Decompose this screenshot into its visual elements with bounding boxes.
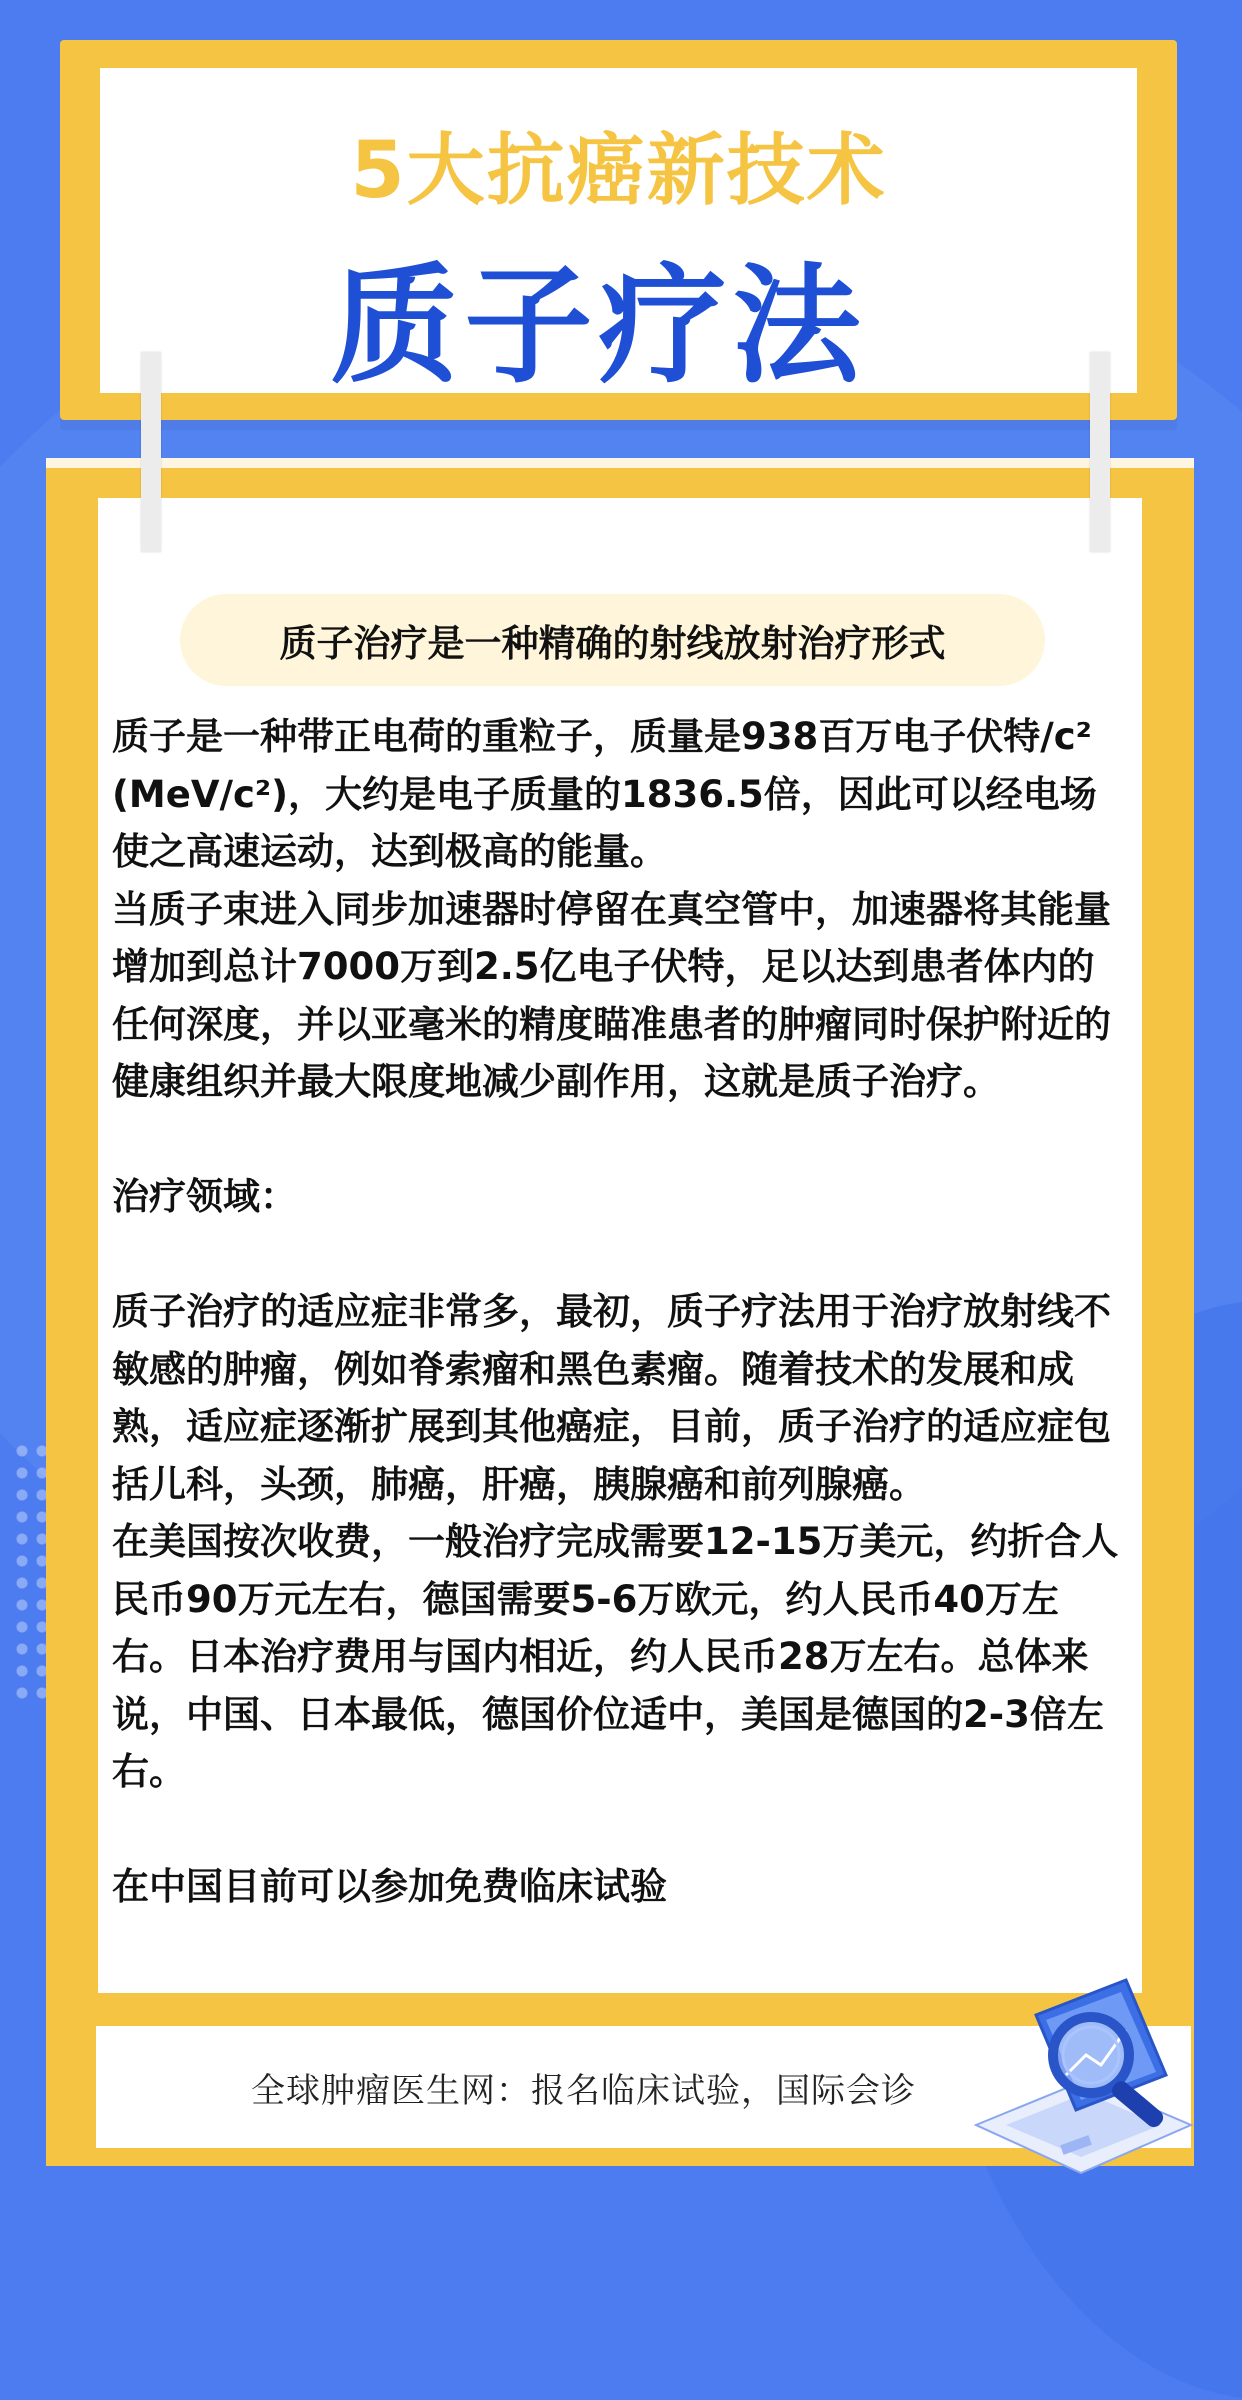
right-clip — [1090, 352, 1110, 552]
series-title: 5大抗癌新技术 — [350, 126, 887, 216]
subtitle-pill: 质子治疗是一种精确的射线放射治疗形式 — [180, 594, 1045, 686]
main-title: 质子疗法 — [330, 252, 867, 401]
laptop-magnifier-icon — [966, 1975, 1201, 2175]
content-card — [46, 458, 1194, 2166]
content-card-inner — [98, 498, 1142, 1993]
title-card — [60, 40, 1177, 420]
title-card-inner — [100, 68, 1137, 401]
left-clip — [141, 352, 161, 552]
footer-text: 全球肿瘤医生网：报名临床试验，国际会诊 — [251, 2070, 916, 2111]
article-body: 质子是一种带正电荷的重粒子，质量是938百万电子伏特/c²(MeV/c²)，大约是电子质量的1836.5倍，因此可以经电场使之高速运动，达到极高的能量。 当质子束进入同步加速器时停留在真空管中，加速器将其能量增加到总计7000万到2.5亿电子伏特，足以达到患者体内的任何深度，并以亚毫米的精度瞄准患者的肿瘤同时保护附近的健康组织并最大限度地减少副作用，这就是质子治疗。 治疗领域： 质子治疗的适应症非常多，最初，质子疗法用于治疗放射线不敏感的肿瘤，例如脊索瘤和黑色素瘤。随着技术的发展和成熟，适应症逐渐扩展到其他癌症，目前，质子治疗的适应症包括儿科，头颈，肺癌，肝癌，胰腺癌和前列腺癌。 在美国按次收费，一般治疗完成需要12-15万美元，约折合人民币90万元左右，德国需要5-6万欧元，约人民币40万左右。日本治疗费用与国内相近，约人民币28万左右。总体来说，中国、日本最低，德国价位适中，美国是德国的2-3倍左右。 在中国目前可以参加免费临床试验 — [112, 715, 1119, 1908]
